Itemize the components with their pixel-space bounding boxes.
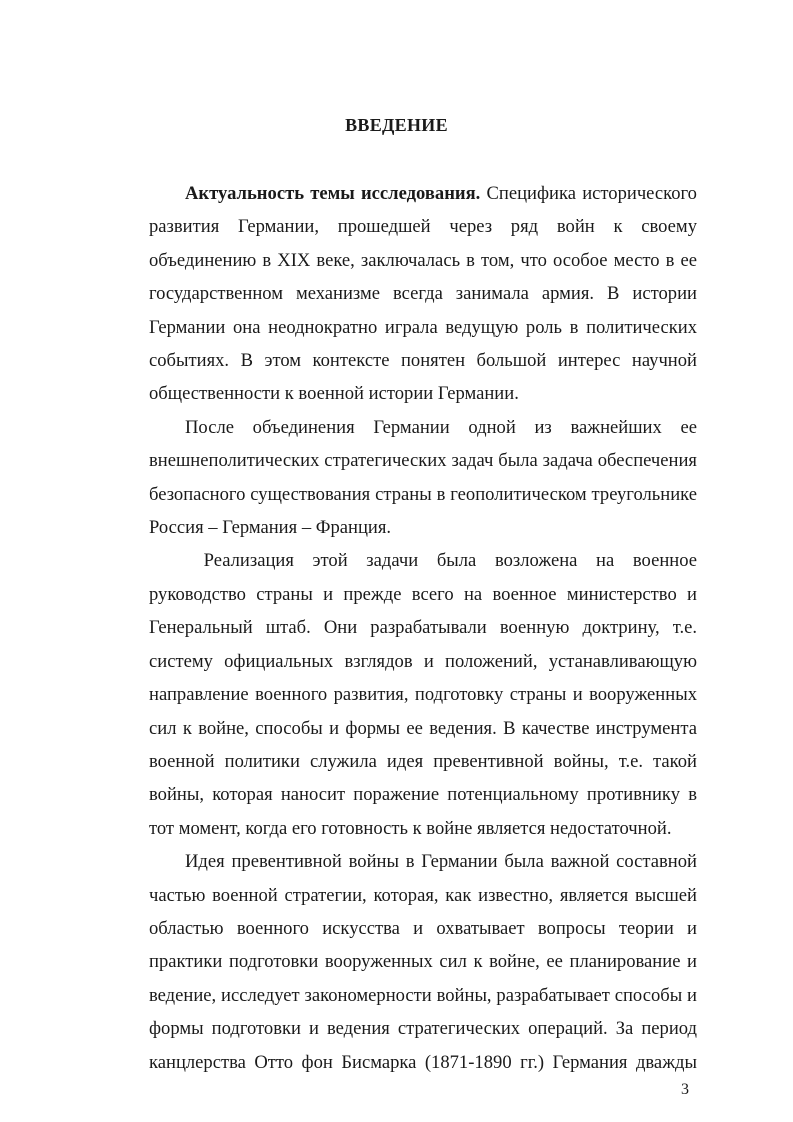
text-line: государственном механизме всегда занимала армия. В истории [149,283,697,305]
paragraph-preventive-war [149,845,697,1079]
text-line: сил к войне, способы и формы ее ведения. В качестве инструмента [149,717,697,739]
text-line: Реализация этой задачи была возложена на военное [185,550,697,572]
text-line: После объединения Германии одной из важнейших ее [185,416,697,438]
paragraph-unification [149,411,697,545]
text-line: практики подготовки вооруженных сил к войне, ее планирование и [149,951,697,973]
text-line: развития Германии, прошедшей через ряд войн к своему [149,216,697,238]
text-line: направление военного развития, подготовку страны и вооруженных [149,684,697,706]
text-line: Германии она неоднократно играла ведущую роль в политических [149,316,697,338]
text-line: Россия – Германия – Франция. [149,517,392,539]
text-line: объединению в XIX веке, заключалась в том, что особое место в ее [149,249,697,271]
paragraph-relevance [149,177,697,411]
text-line: Генеральный штаб. Они разрабатывали военную доктрину, т.е. [149,617,697,639]
page-number: 3 [681,1081,689,1098]
text-line: частью военной стратегии, которая, как известно, является высшей [149,884,697,906]
text-line: формы подготовки и ведения стратегических операций. За период [149,1018,697,1040]
text-line: руководство страны и прежде всего на военное министерство и [149,583,697,605]
page-title: ВВЕДЕНИЕ [345,115,448,135]
text-line: систему официальных взглядов и положений, устанавливающую [149,650,697,672]
text-line: войны, которая наносит поражение потенциальному противнику в [149,784,697,806]
paragraph-lead: Актуальность темы исследования. [185,183,481,204]
text-line: событиях. В этом контексте понятен большой интерес научной [149,350,697,372]
text-line: Идея превентивной войны в Германии была важной составной [185,851,697,873]
text-line: внешнеполитических стратегических задач была задача обеспечения [149,450,697,472]
text-line: военной политики служила идея превентивной войны, т.е. такой [149,750,697,772]
document-body [149,177,697,1079]
text-line: безопасного существования страны в геополитическом треугольнике [149,483,697,505]
text-line: канцлерства Отто фон Бисмарка (1871-1890 гг.) Германия дважды [149,1051,697,1073]
paragraph-implementation [149,544,697,845]
text-line: ведение, исследует закономерности войны, разрабатывает способы и [149,984,697,1006]
text-line: общественности к военной истории Германии. [149,383,519,405]
text-line: Актуальность темы исследования. Специфика исторического [185,183,697,204]
text-line: тот момент, когда его готовность к войне является недостаточной. [149,817,672,839]
text-line: областью военного искусства и охватывает вопросы теории и [149,917,697,939]
